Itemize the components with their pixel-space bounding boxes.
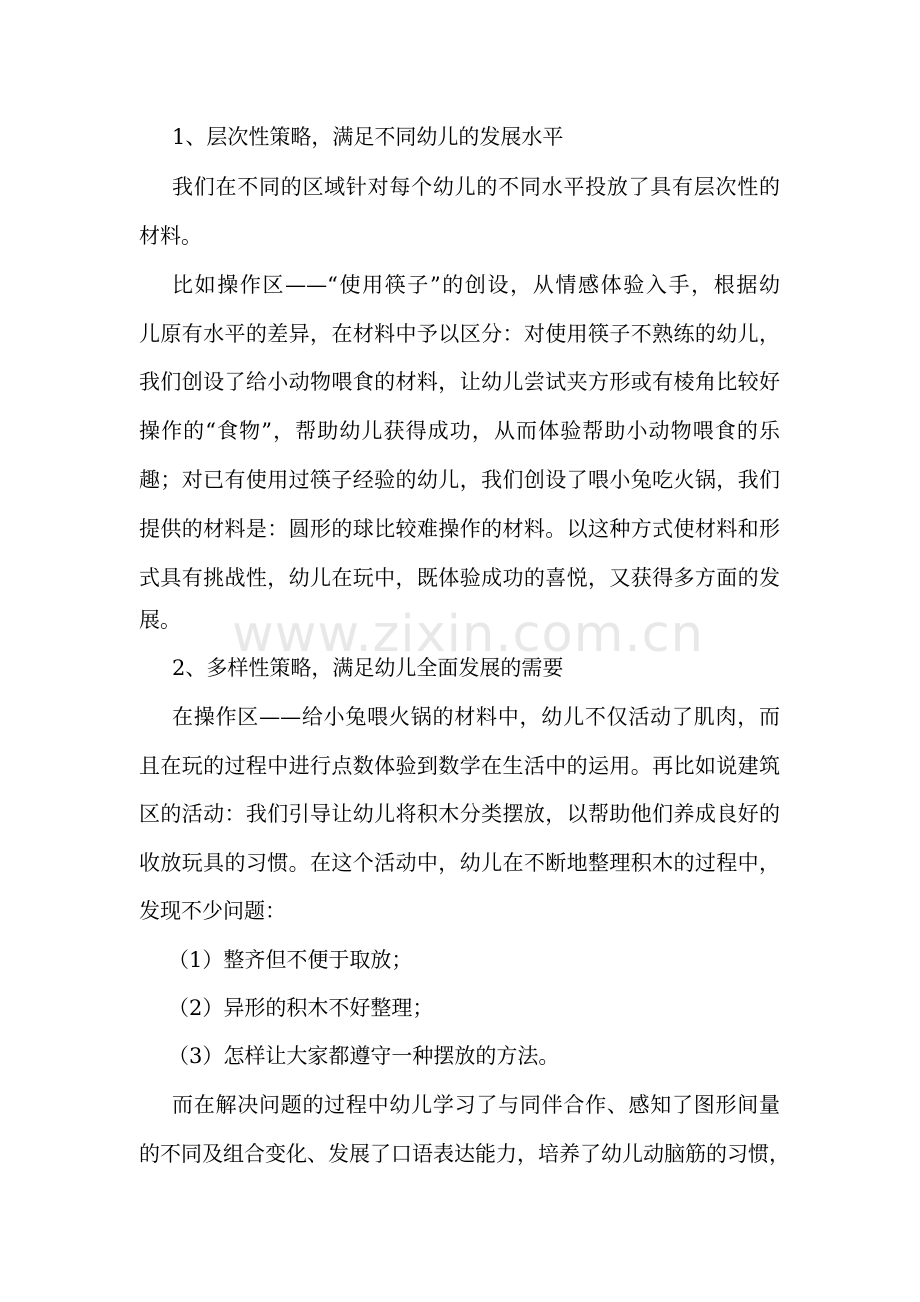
paragraph-line: 的不同及组合变化、发展了口语表达能力，培养了幼儿动脑筋的习惯， xyxy=(139,1142,790,1166)
paragraph-line: 儿原有水平的差异，在材料中予以区分：对使用筷子不熟练的幼儿， xyxy=(139,322,780,346)
watermark: www.zixin.com.cn xyxy=(232,605,704,664)
list-item: （2）异形的积木不好整理； xyxy=(168,996,434,1020)
paragraph-line: 发现不少问题： xyxy=(139,899,286,923)
paragraph-line: 提供的材料是：圆形的球比较难操作的材料。以这种方式使材料和形 xyxy=(139,517,780,541)
list-item: （1）整齐但不便于取放； xyxy=(168,948,413,972)
paragraph-line: 操作的“食物”，帮助幼儿获得成功，从而体验帮助小动物喂食的乐 xyxy=(139,419,780,443)
list-item: （3）怎样让大家都遵守一种摆放的方法。 xyxy=(168,1044,560,1068)
paragraph-line: 比如操作区——“使用筷子”的创设，从情感体验入手，根据幼 xyxy=(172,273,780,297)
paragraph-line: 区的活动：我们引导让幼儿将积木分类摆放，以帮助他们养成良好的 xyxy=(139,802,780,826)
paragraph-line: 收放玩具的习惯。在这个活动中，幼儿在不断地整理积木的过程中， xyxy=(139,851,780,875)
paragraph-line: 材料。 xyxy=(139,224,202,248)
paragraph-line: 趣；对已有使用过筷子经验的幼儿，我们创设了喂小兔吃火锅，我们 xyxy=(139,468,780,492)
paragraph-line: 且在玩的过程中进行点数体验到数学在生活中的运用。再比如说建筑 xyxy=(139,754,780,778)
paragraph-line: 我们创设了给小动物喂食的材料，让幼儿尝试夹方形或有棱角比较好 xyxy=(139,370,780,394)
heading-1: 1、层次性策略，满足不同幼儿的发展水平 xyxy=(172,125,564,149)
paragraph-line: 展。 xyxy=(139,608,181,632)
paragraph-line: 式具有挑战性，幼儿在玩中，既体验成功的喜悦，又获得多方面的发 xyxy=(139,566,780,590)
heading-2: 2、多样性策略，满足幼儿全面发展的需要 xyxy=(172,656,564,680)
paragraph-line: 我们在不同的区域针对每个幼儿的不同水平投放了具有层次性的 xyxy=(172,175,780,199)
paragraph-line: 而在解决问题的过程中幼儿学习了与同伴合作、感知了图形间量 xyxy=(172,1093,780,1117)
paragraph-line: 在操作区——给小兔喂火锅的材料中，幼儿不仅活动了肌肉，而 xyxy=(172,705,780,729)
